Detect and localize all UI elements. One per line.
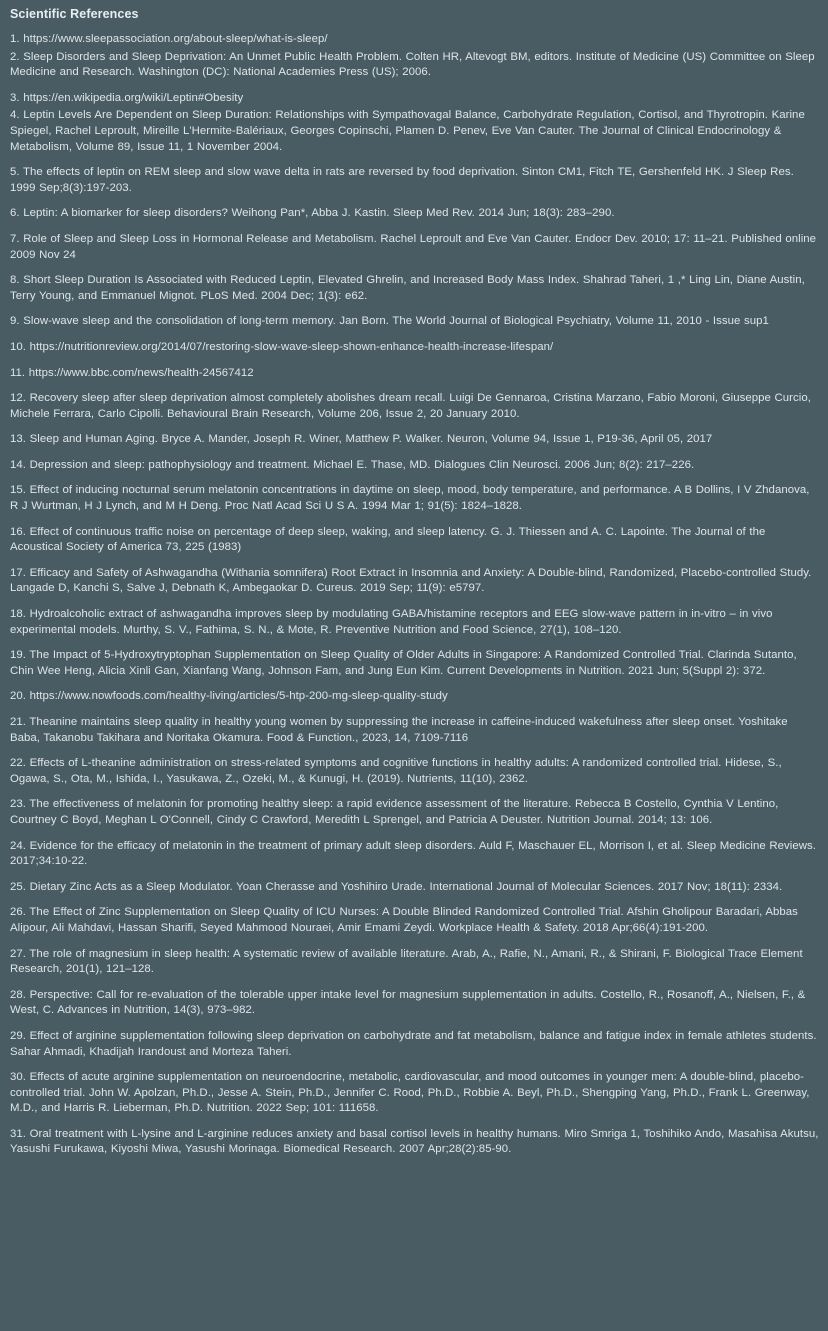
reference-number: 22. <box>10 757 26 770</box>
list-item <box>10 432 820 448</box>
reference-number: 17. <box>10 566 26 579</box>
reference-number: 13. <box>10 433 26 446</box>
reference-number: 16. <box>10 525 26 538</box>
list-item <box>10 1127 820 1158</box>
reference-text: Effect of inducing nocturnal serum melatonin concentrations in daytime on sleep, mood, body temperature, and performance. A B Dollins, I V Zhdanova, R J Wurtman, H J Lynch, and M H Deng. Proc Natl Acad Sci U S A. 1994 Mar 1; 91(5): 1824–1828. <box>10 484 810 513</box>
reference-text: Depression and sleep: pathophysiology and treatment. Michael E. Thase, MD. Dialogues Clin Neurosci. 2006 Jun; 8(2): 217–226. <box>29 458 695 471</box>
reference-number: 18. <box>10 608 26 621</box>
reference-text: Sleep Disorders and Sleep Deprivation: An Unmet Public Health Problem. Colten HR, Altevogt BM, editors. Institute of Medicine (US) Committee on Sleep Medicine and Research. Washington (DC): National Academies Press (US); 2006. <box>10 50 815 79</box>
reference-text: https://en.wikipedia.org/wiki/Leptin#Obesity <box>23 91 244 104</box>
list-item <box>10 839 820 870</box>
reference-number: 20. <box>10 690 26 703</box>
list-item <box>10 314 820 330</box>
reference-text: Short Sleep Duration Is Associated with Reduced Leptin, Elevated Ghrelin, and Increased Body Mass Index. Shahrad Taheri, 1 ,* Ling Lin, Diane Austin, Terry Young, and Emmanuel Mignot. PLoS Med. 2004 Dec; 1(3): e62. <box>10 274 805 302</box>
reference-number: 26. <box>10 906 26 919</box>
reference-text: The Effect of Zinc Supplementation on Sleep Quality of ICU Nurses: A Double Blinded Randomized Controlled Trial. Afshin Gholipour Baradari, Abbas Alipour, Ali Mahdavi, Hassan Sharifi, Seyed Mahmood Nouraei, Amir Emami Zeydi. Workplace Health & Safety. 2018 Apr;66(4):191-200. <box>10 906 798 934</box>
reference-text: Leptin Levels Are Dependent on Sleep Duration: Relationships with Sympathovagal Balance, Carbohydrate Regulation, Cortisol, and Thyrotropin. Karine Spiegel, Rachel Leproult, Mireille L'Hermite-Balériaux, Georges Copinschi, Plamen D. Penev, Eve Van Cauter. The Journal of Clinical Endocrinology & Metabolism, Volume 89, Issue 11, 1 November 2004. <box>10 109 805 153</box>
reference-number: 25. <box>10 880 26 893</box>
list-item <box>10 1029 820 1060</box>
reference-text: https://nutritionreview.org/2014/07/restoring-slow-wave-sleep-shown-enhance-health-increase-lifespan/ <box>29 340 554 353</box>
list-item <box>10 988 820 1019</box>
reference-number: 4. <box>10 109 20 122</box>
reference-text: Dietary Zinc Acts as a Sleep Modulator. Yoan Cherasse and Yoshihiro Urade. International Journal of Molecular Sciences. 2017 Nov; 18(11): 2334. <box>29 880 783 893</box>
reference-number: 5. <box>10 166 20 179</box>
reference-number: 9. <box>10 315 20 328</box>
reference-text: The role of magnesium in sleep health: A systematic review of available literature. Arab, A., Rafie, N., Amani, R., & Shirani, F. Biological Trace Element Research, 201(1), 121–128. <box>10 947 803 976</box>
list-item <box>10 32 820 48</box>
list-item <box>10 607 820 638</box>
reference-number: 14. <box>10 458 26 471</box>
list-item <box>10 165 820 196</box>
list-item <box>10 206 820 222</box>
reference-number: 29. <box>10 1029 26 1042</box>
reference-number: 3. <box>10 91 20 104</box>
reference-number: 8. <box>10 274 20 287</box>
reference-text: Slow-wave sleep and the consolidation of long-term memory. Jan Born. The World Journal of Biological Psychiatry, Volume 11, 2010 - Issue sup1 <box>23 315 769 328</box>
list-item <box>10 108 820 155</box>
reference-text: Sleep and Human Aging. Bryce A. Mander, Joseph R. Winer, Matthew P. Walker. Neuron, Volume 94, Issue 1, P19-36, April 05, 2017 <box>29 433 713 446</box>
reference-number: 11. <box>10 366 26 379</box>
list-item <box>10 232 820 263</box>
list-item <box>10 340 820 356</box>
reference-number: 27. <box>10 947 26 960</box>
reference-number: 1. <box>10 33 20 45</box>
reference-text: Effect of arginine supplementation following sleep deprivation on carbohydrate and fat metabolism, balance and fatigue index in female athletes students. Sahar Ahmadi, Khadijah Irandoust and Morteza Taheri. <box>10 1029 817 1058</box>
list-item <box>10 947 820 978</box>
reference-text: https://www.sleepassociation.org/about-sleep/what-is-sleep/ <box>23 33 328 45</box>
reference-text: Evidence for the efficacy of melatonin in the treatment of primary adult sleep disorders. Auld F, Maschauer EL, Morrison I, et al. Sleep Medicine Reviews. 2017;34:10-22. <box>10 839 816 868</box>
reference-number: 7. <box>10 232 20 245</box>
reference-number: 2. <box>10 50 20 63</box>
reference-number: 31. <box>10 1127 26 1140</box>
reference-text: Oral treatment with L-lysine and L-arginine reduces anxiety and basal cortisol levels in healthy humans. Miro Smriga 1, Toshihiko Ando, Masahisa Akutsu, Yasushi Furukawa, Kiyoshi Miwa, Yasushi Morinaga. Biomedical Research. 2007 Apr;28(2):85-90. <box>10 1127 819 1156</box>
list-item <box>10 273 820 304</box>
list-item <box>10 525 820 556</box>
list-item <box>10 566 820 597</box>
reference-text: The Impact of 5-Hydroxytryptophan Supplementation on Sleep Quality of Older Adults in Singapore: A Randomized Controlled Trial. Clarinda Sutanto, Chin Wee Heng, Alicia Xinli Gan, Xianfang Wang, Johnson Fam, and Jung Eun Kim. Current Developments in Nutrition. 2021 Jun; 5(Suppl 2): 372. <box>10 649 797 677</box>
list-item <box>10 648 820 679</box>
list-item <box>10 756 820 787</box>
reference-text: Effects of L-theanine administration on stress-related symptoms and cognitive functions in healthy adults: A randomized controlled trial. Hidese, S., Ogawa, S., Ota, M., Ishida, I., Yasukawa, Z., Ozeki, M., & Kunugi, H. (2019). Nutrients, 11(10), 2362. <box>10 757 782 785</box>
reference-list <box>8 32 820 1158</box>
page-title: Scientific References <box>10 7 139 21</box>
list-item <box>10 366 820 382</box>
reference-number: 28. <box>10 988 26 1001</box>
reference-text: Theanine maintains sleep quality in healthy young women by suppressing the increase in caffeine-induced wakefulness after sleep onset. Yoshitake Baba, Takanobu Takihara and Noritaka Okamura. Food & Function., 2023, 14, 7109-7116 <box>10 716 788 744</box>
list-item <box>10 391 820 422</box>
reference-text: Efficacy and Safety of Ashwagandha (Withania somnifera) Root Extract in Insomnia and Anxiety: A Double-blind, Randomized, Placebo-controlled Study. Langade D, Kanchi S, Salve J, Debnath K, Ambegaokar D. Cureus. 2019 Sep; 11(9): e5797. <box>10 566 812 595</box>
reference-number: 10. <box>10 340 26 353</box>
reference-number: 12. <box>10 392 26 405</box>
list-item <box>10 483 820 514</box>
list-item <box>10 91 820 107</box>
reference-text: Perspective: Call for re-evaluation of the tolerable upper intake level for magnesium supplementation in adults. Costello, R., Rosanoff, A., Nielsen, F., & West, C. Advances in Nutrition, 14(3), 973–982. <box>10 988 806 1017</box>
reference-text: https://www.nowfoods.com/healthy-living/articles/5-htp-200-mg-sleep-quality-study <box>29 690 448 703</box>
list-item <box>10 880 820 896</box>
reference-number: 24. <box>10 839 26 852</box>
reference-number: 30. <box>10 1071 26 1084</box>
list-item <box>10 50 820 81</box>
reference-text: Leptin: A biomarker for sleep disorders? Weihong Pan*, Abba J. Kastin. Sleep Med Rev. 2014 Jun; 18(3): 283–290. <box>23 207 615 220</box>
reference-text: The effects of leptin on REM sleep and slow wave delta in rats are reversed by food deprivation. Sinton CM1, Fitch TE, Gershenfeld HK. J Sleep Res. 1999 Sep;8(3):197-203. <box>10 166 794 194</box>
list-item <box>10 1070 820 1117</box>
reference-text: Recovery sleep after sleep deprivation almost completely abolishes dream recall. Luigi De Gennaroa, Cristina Marzano, Fabio Moroni, Giuseppe Curcio, Michele Ferrara, Carlo Cipolli. Behavioural Brain Research, Volume 206, Issue 2, 20 January 2010. <box>10 392 811 420</box>
reference-number: 6. <box>10 207 20 220</box>
reference-text: Effects of acute arginine supplementation on neuroendocrine, metabolic, cardiovascular, and mood outcomes in younger men: A double-blind, placebo-controlled trial. John W. Apolzan, Ph.D., Jesse A. Stein, Ph.D., Jennifer C. Rood, Ph.D., Robbie A. Beyl, Ph.D., Shengping Yang, Ph.D., Frank L. Greenway, M.D., and Harris R. Lieberman, Ph.D. Nutrition. 2022 Sep; 101: 111658. <box>10 1071 810 1115</box>
list-item <box>10 715 820 746</box>
reference-text: Hydroalcoholic extract of ashwagandha improves sleep by modulating GABA/histamine receptors and EEG slow-wave pattern in in-vitro – in vivo experimental models. Murthy, S. V., Fathima, S. N., & Mote, R. Preventive Nutrition and Food Science, 27(1), 108–120. <box>10 608 773 636</box>
reference-text: Role of Sleep and Sleep Loss in Hormonal Release and Metabolism. Rachel Leproult and Eve Van Cauter. Endocr Dev. 2010; 17: 11–21. Published online 2009 Nov 24 <box>10 232 817 261</box>
reference-text: The effectiveness of melatonin for promoting healthy sleep: a rapid evidence assessment of the literature. Rebecca B Costello, Cynthia V Lentino, Courtney C Boyd, Meghan L O'Connell, Cindy C Crawford, Meredith L Sprengel, and Patricia A Deuster. Nutrition Journal. 2014; 13: 106. <box>10 798 779 826</box>
reference-number: 23. <box>10 798 26 811</box>
reference-text: Effect of continuous traffic noise on percentage of deep sleep, waking, and sleep latency. G. J. Thiessen and A. C. Lapointe. The Journal of the Acoustical Society of America 73, 225 (1983) <box>10 525 766 554</box>
reference-number: 19. <box>10 649 26 662</box>
reference-text: https://www.bbc.com/news/health-24567412 <box>28 366 254 379</box>
reference-number: 21. <box>10 716 26 728</box>
list-item <box>10 797 820 828</box>
reference-number: 15. <box>10 484 26 497</box>
list-item <box>10 905 820 936</box>
list-item <box>10 689 820 705</box>
list-item <box>10 458 820 474</box>
